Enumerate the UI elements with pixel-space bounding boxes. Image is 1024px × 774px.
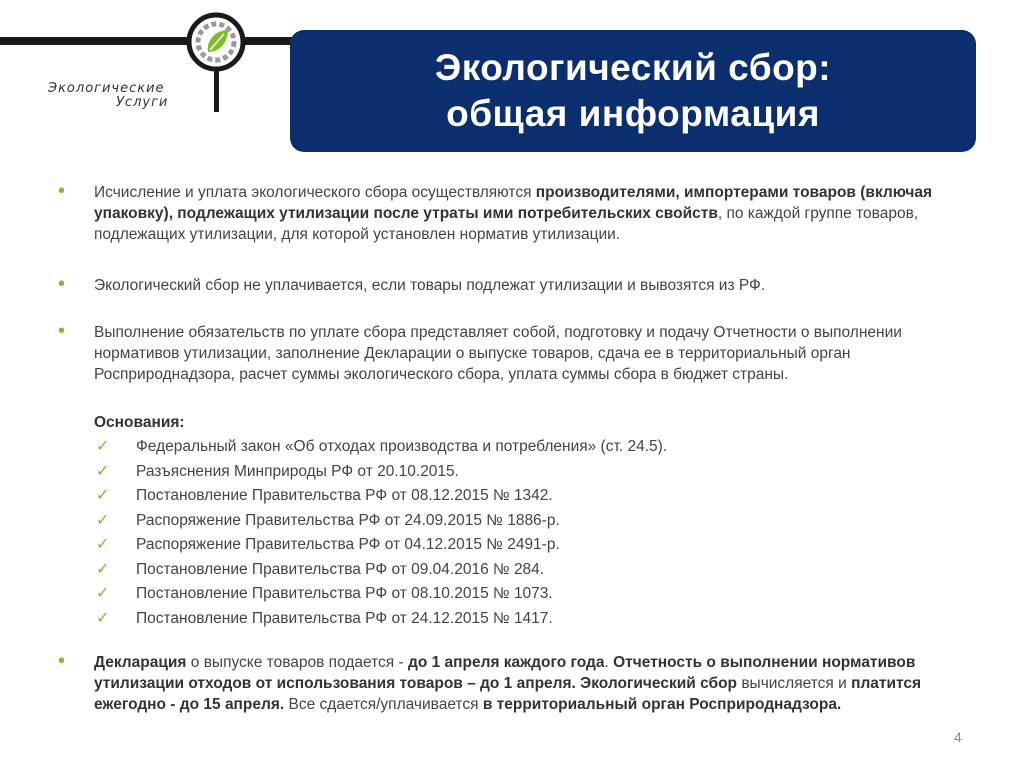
- bullet-dot-icon: •: [58, 650, 66, 672]
- bullet-4: [58, 652, 958, 715]
- list-item: [94, 436, 958, 461]
- list-item-text: Постановление Правительства РФ от 08.10.2015 № 1073.: [136, 585, 553, 602]
- logo-stem: [214, 70, 219, 112]
- checkmark-icon: ✓: [96, 585, 110, 602]
- list-item-text: Распоряжение Правительства РФ от 04.12.2015 № 2491-р.: [136, 536, 560, 553]
- bullet-text: Экологический сбор не уплачивается, если товары подлежат утилизации и вывозятся из РФ.: [94, 277, 766, 294]
- list-item: [94, 461, 958, 486]
- bullet-text: Все сдается/уплачивается: [284, 696, 483, 713]
- list-item-text: Разъяснения Минприроды РФ от 20.10.2015.: [136, 462, 459, 480]
- legal-bases-list: [94, 436, 958, 632]
- list-item-text: Постановление Правительства РФ от 24.12.2015 № 1417.: [136, 609, 553, 627]
- gear-leaf-icon: [186, 12, 246, 72]
- list-item-text: Распоряжение Правительства РФ от 24.09.2015 № 1886-р.: [136, 511, 560, 529]
- bullet-dot-icon: •: [58, 180, 66, 202]
- list-item: [94, 485, 958, 510]
- header-rule: [0, 37, 300, 45]
- legal-bases-title: Основания:: [94, 414, 185, 431]
- list-item: [94, 534, 958, 559]
- list-item: [94, 608, 958, 633]
- checkmark-icon: ✓: [96, 511, 110, 529]
- logo-line-1: Экологические: [48, 81, 165, 96]
- logo-line-2: Услуги: [116, 95, 169, 110]
- bullet-text: вычисляется и: [737, 675, 852, 692]
- page-number: 4: [954, 729, 962, 745]
- bullet-text: .: [604, 654, 614, 671]
- bullet-bold-text: Отчетность о выполнении нормативов утилизации отходов от использования товаров – до 1 апреля. Экологический сбор: [94, 654, 916, 692]
- bullet-bold-text: до 1 апреля каждого года: [407, 654, 605, 671]
- list-item-text: Постановление Правительства РФ от 09.04.2016 № 284.: [136, 560, 545, 578]
- bullet-text: Выполнение обязательств по уплате сбора представляет собой, подготовку и подачу Отчетности о выполнении нормативов утилизации, заполнение Декларации о выпуске товаров, сдача ее в территориальный орган Росприроднадзора, расчет суммы экологического сбора, уплата суммы сбора в бюджет страны.: [94, 324, 902, 383]
- bullet-bold-text: платится ежегодно - до 15 апреля.: [94, 675, 922, 713]
- list-item-text: Федеральный закон «Об отходах производства и потребления» (ст. 24.5).: [136, 438, 668, 455]
- title-banner: [290, 30, 976, 152]
- list-item: [94, 559, 958, 584]
- bullet-3: [58, 322, 958, 385]
- bullet-text: о выпуске товаров подается -: [186, 654, 408, 671]
- legal-bases: [58, 412, 958, 632]
- checkmark-icon: ✓: [96, 560, 110, 578]
- bullet-bold-text: в территориальный орган Росприроднадзора.: [482, 696, 842, 713]
- list-item: [94, 583, 958, 608]
- bullet-2: [58, 275, 958, 296]
- slide-content: [58, 182, 958, 715]
- page-title-line-1: Экологический сбор:: [434, 47, 832, 88]
- checkmark-icon: ✓: [96, 487, 110, 504]
- bullet-dot-icon: •: [58, 273, 66, 295]
- bullet-1: [58, 182, 958, 245]
- list-item: [94, 510, 958, 535]
- checkmark-icon: ✓: [96, 438, 110, 455]
- checkmark-icon: ✓: [96, 536, 110, 553]
- checkmark-icon: ✓: [96, 609, 110, 627]
- list-item-text: Постановление Правительства РФ от 08.12.2015 № 1342.: [136, 487, 553, 504]
- logo: [48, 82, 213, 110]
- bullet-text: Исчисление и уплата экологического сбора осуществляются: [94, 184, 536, 201]
- bullet-text: , по каждой группе товаров, подлежащих утилизации, для которой установлен норматив утилизации.: [94, 205, 919, 243]
- checkmark-icon: ✓: [96, 462, 110, 480]
- bullet-bold-text: производителями, импортерами товаров (включая упаковку), подлежащих утилизации после утраты ими потребительских свойств: [94, 184, 933, 222]
- page-title-line-2: общая информация: [446, 93, 820, 134]
- bullet-dot-icon: •: [58, 320, 66, 342]
- bullet-bold-text: Декларация: [94, 654, 187, 671]
